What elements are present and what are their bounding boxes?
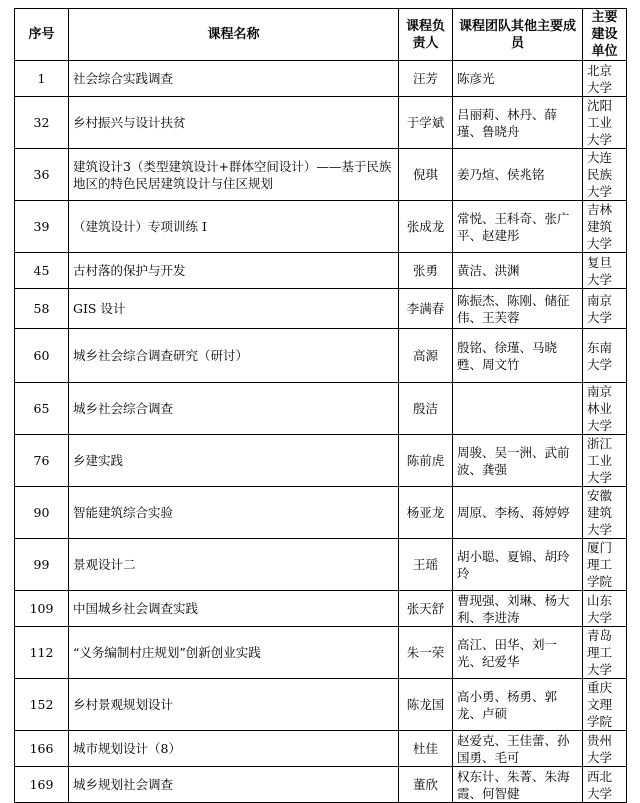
team-members <box>453 383 583 435</box>
institution: 沈阳工业大学 <box>583 97 627 149</box>
institution: 北京大学 <box>583 61 627 97</box>
team-members: 周原、李杨、蒋婷婷 <box>453 487 583 539</box>
team-members: 高小勇、杨勇、郭龙、卢硕 <box>453 679 583 731</box>
table-row <box>15 253 627 289</box>
row-number: 99 <box>15 539 69 591</box>
institution: 复旦大学 <box>583 253 627 289</box>
row-number: 32 <box>15 97 69 149</box>
course-name: 景观设计二 <box>69 539 399 591</box>
institution: 吉林建筑大学 <box>583 201 627 253</box>
institution: 西北大学 <box>583 767 627 803</box>
table-row <box>15 731 627 767</box>
table-row <box>15 383 627 435</box>
row-number: 39 <box>15 201 69 253</box>
institution: 大连民族大学 <box>583 149 627 201</box>
row-number: 76 <box>15 435 69 487</box>
course-name: GIS 设计 <box>69 289 399 329</box>
row-number: 152 <box>15 679 69 731</box>
table-row <box>15 201 627 253</box>
table-row <box>15 487 627 539</box>
team-members: 常悦、王科奇、张广平、赵建彤 <box>453 201 583 253</box>
course-lead: 董欣 <box>399 767 453 803</box>
team-members: 黄洁、洪渊 <box>453 253 583 289</box>
row-number: 60 <box>15 329 69 383</box>
course-name: 乡村振兴与设计扶贫 <box>69 97 399 149</box>
table-row <box>15 539 627 591</box>
course-name: 乡村景观规划设计 <box>69 679 399 731</box>
institution: 浙江工业大学 <box>583 435 627 487</box>
institution: 山东大学 <box>583 591 627 627</box>
course-lead: 王瑶 <box>399 539 453 591</box>
course-name: （建筑设计）专项训练 I <box>69 201 399 253</box>
row-number: 1 <box>15 61 69 97</box>
table-row <box>15 97 627 149</box>
course-lead: 倪琪 <box>399 149 453 201</box>
row-number: 109 <box>15 591 69 627</box>
course-name: 古村落的保护与开发 <box>69 253 399 289</box>
institution: 安徽建筑大学 <box>583 487 627 539</box>
table-row <box>15 627 627 679</box>
institution: 厦门理工学院 <box>583 539 627 591</box>
team-members: 吕丽莉、林丹、薛瑾、鲁晓舟 <box>453 97 583 149</box>
row-number: 45 <box>15 253 69 289</box>
course-name: 智能建筑综合实验 <box>69 487 399 539</box>
row-number: 166 <box>15 731 69 767</box>
team-members: 赵爱克、王佳蕾、孙国勇、毛可 <box>453 731 583 767</box>
course-lead: 李满春 <box>399 289 453 329</box>
team-members: 陈彦光 <box>453 61 583 97</box>
course-lead: 杨亚龙 <box>399 487 453 539</box>
header-unit: 主要建设单位 <box>583 9 627 61</box>
team-members: 殷铭、徐瑾、马晓甦、周文竹 <box>453 329 583 383</box>
course-lead: 陈前虎 <box>399 435 453 487</box>
table-row <box>15 435 627 487</box>
course-name: 城乡社会综合调查研究（研讨） <box>69 329 399 383</box>
header-lead: 课程负责人 <box>399 9 453 61</box>
course-name: 建筑设计3（类型建筑设计+群体空间设计）——基于民族地区的特色民居建筑设计与住区规划 <box>69 149 399 201</box>
team-members: 曹现强、刘琳、杨大利、李进涛 <box>453 591 583 627</box>
header-course: 课程名称 <box>69 9 399 61</box>
team-members: 权东计、朱菁、朱海霞、何智健 <box>453 767 583 803</box>
table-row <box>15 61 627 97</box>
course-table <box>14 8 627 803</box>
course-lead: 高源 <box>399 329 453 383</box>
team-members: 陈振杰、陈刚、储征伟、王芙蓉 <box>453 289 583 329</box>
institution: 南京大学 <box>583 289 627 329</box>
course-lead: 张天舒 <box>399 591 453 627</box>
course-name: 社会综合实践调查 <box>69 61 399 97</box>
course-name: 中国城乡社会调查实践 <box>69 591 399 627</box>
course-name: 城乡社会综合调查 <box>69 383 399 435</box>
header-members: 课程团队其他主要成员 <box>453 9 583 61</box>
institution: 南京林业大学 <box>583 383 627 435</box>
row-number: 112 <box>15 627 69 679</box>
table-row <box>15 149 627 201</box>
table-header-row <box>15 9 627 61</box>
course-lead: 张勇 <box>399 253 453 289</box>
row-number: 36 <box>15 149 69 201</box>
institution: 青岛理工大学 <box>583 627 627 679</box>
row-number: 169 <box>15 767 69 803</box>
table-row <box>15 679 627 731</box>
institution: 东南大学 <box>583 329 627 383</box>
team-members: 胡小聪、夏锦、胡玲玲 <box>453 539 583 591</box>
course-name: “义务编制村庄规划”创新创业实践 <box>69 627 399 679</box>
table-row <box>15 289 627 329</box>
table-row <box>15 591 627 627</box>
row-number: 58 <box>15 289 69 329</box>
course-lead: 于学斌 <box>399 97 453 149</box>
header-no: 序号 <box>15 9 69 61</box>
table-row <box>15 329 627 383</box>
course-lead: 张成龙 <box>399 201 453 253</box>
institution: 贵州大学 <box>583 731 627 767</box>
course-name: 城市规划设计（8） <box>69 731 399 767</box>
course-lead: 汪芳 <box>399 61 453 97</box>
team-members: 周骏、吴一洲、武前波、龚强 <box>453 435 583 487</box>
row-number: 65 <box>15 383 69 435</box>
course-lead: 杜佳 <box>399 731 453 767</box>
team-members: 姜乃煊、侯兆铭 <box>453 149 583 201</box>
course-name: 城乡规划社会调查 <box>69 767 399 803</box>
row-number: 90 <box>15 487 69 539</box>
course-lead: 陈龙国 <box>399 679 453 731</box>
table-row <box>15 767 627 803</box>
course-lead: 朱一荣 <box>399 627 453 679</box>
course-name: 乡建实践 <box>69 435 399 487</box>
institution: 重庆文理学院 <box>583 679 627 731</box>
course-lead: 殷洁 <box>399 383 453 435</box>
team-members: 高江、田华、刘一光、纪爱华 <box>453 627 583 679</box>
